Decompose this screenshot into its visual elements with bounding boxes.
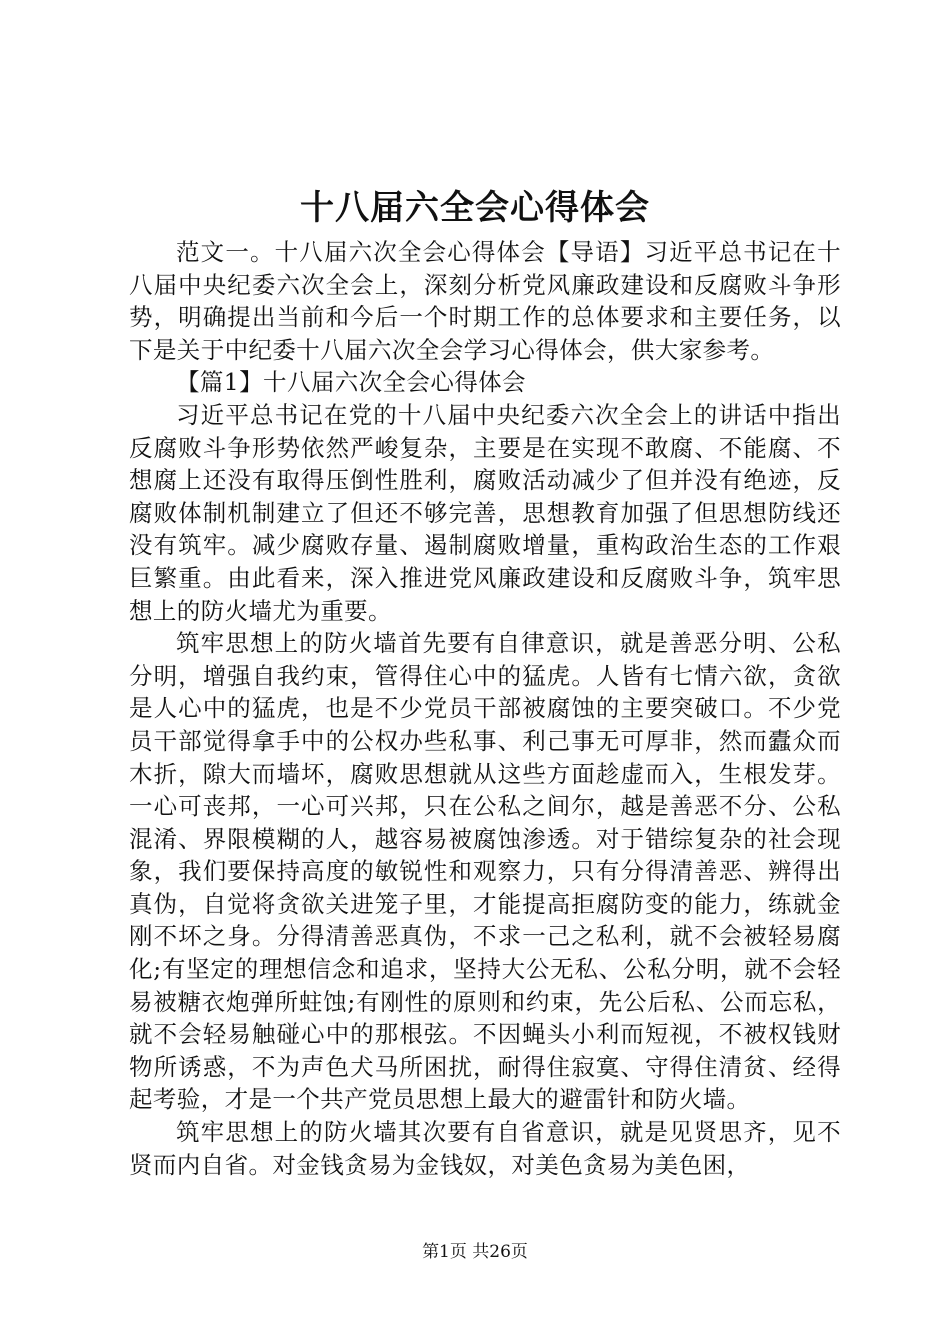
paragraph-3: 筑牢思想上的防火墙其次要有自省意识，就是见贤思齐，见不贤而内自省。对金钱贪易为金钱奴，对美色贪易为美色困， [129, 1118, 841, 1179]
document-body [129, 236, 841, 1181]
paragraph-2: 筑牢思想上的防火墙首先要有自律意识，就是善恶分明、公私分明，增强自我约束，管得住心中的猛虎。人皆有七情六欲，贪欲是人心中的猛虎，也是不少党员干部被腐蚀的主要突破口。不少党员干部觉得拿手中的公权办些私事、利己事无可厚非，然而蠹众而木折，隙大而墙坏，腐败思想就从这些方面趁虚而入，生根发芽。一心可丧邦，一心可兴邦，只在公私之间尔，越是善恶不分、公私混淆、界限模糊的人，越容易被腐蚀渗透。对于错综复杂的社会现象，我们要保持高度的敏锐性和观察力，只有分得清善恶、辨得出真伪，自觉将贪欲关进笼子里，才能提高拒腐防变的能力，练就金刚不坏之身。分得清善恶真伪，不求一己之私利，就不会被轻易腐化;有坚定的理想信念和追求，坚持大公无私、公私分明，就不会轻易被糖衣炮弹所蛀蚀;有刚性的原则和约束，先公后私、公而忘私，就不会轻易触碰心中的那根弦。不因蝇头小利而短视，不被权钱财物所诱惑，不为声色犬马所困扰，耐得住寂寞、守得住清贫、经得起考验，才是一个共产党员思想上最大的避雷针和防火墙。 [129, 629, 841, 1114]
page-footer: 第1页 共26页 [422, 1242, 528, 1262]
paragraph-intro: 范文一。十八届六次全会心得体会【导语】习近平总书记在十八届中央纪委六次全会上，深刻分析党风廉政建设和反腐败斗争形势，明确提出当前和今后一个时期工作的总体要求和主要任务，以下是关于中纪委十八届六次全会学习心得体会，供大家参考。 [129, 238, 841, 364]
document-title: 十八届六全会心得体会 [300, 188, 650, 228]
section-heading: 【篇1】十八届六次全会心得体会 [176, 368, 526, 397]
paragraph-1: 习近平总书记在党的十八届中央纪委六次全会上的讲话中指出反腐败斗争形势依然严峻复杂，主要是在实现不敢腐、不能腐、不想腐上还没有取得压倒性胜利，腐败活动减少了但并没有绝迹，反腐败体制机制建立了但还不够完善，思想教育加强了但思想防线还没有筑牢。减少腐败存量、遏制腐败增量，重构政治生态的工作艰巨繁重。由此看来，深入推进党风廉政建设和反腐败斗争，筑牢思想上的防火墙尤为重要。 [129, 400, 841, 625]
